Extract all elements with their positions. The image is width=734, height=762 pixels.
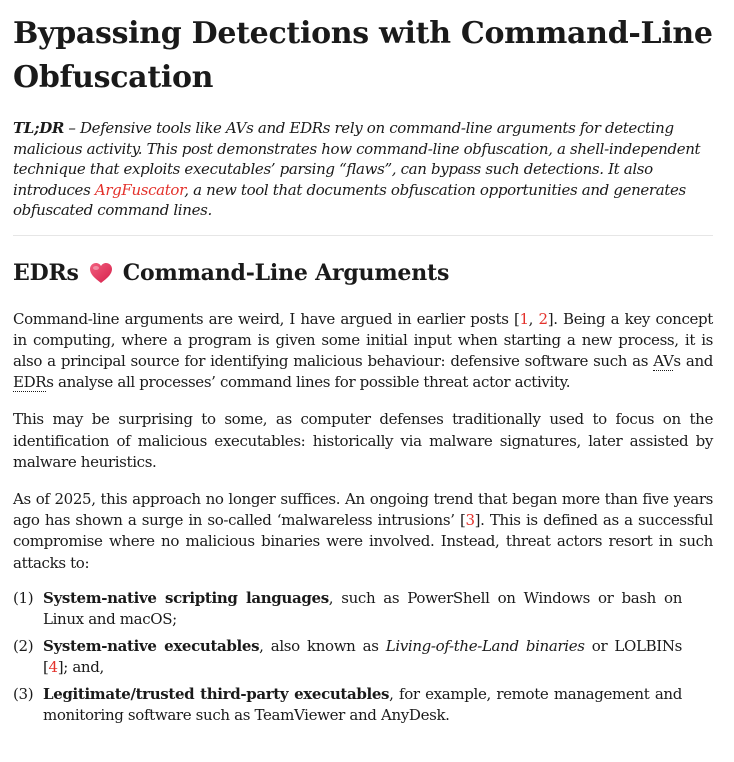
paragraph-3 bbox=[13, 489, 713, 574]
section-heading-right: Command-Line Arguments bbox=[122, 259, 450, 286]
list-item-text: or LOLBINs [ bbox=[43, 636, 682, 676]
list-item-title: Legitimate/trusted third-party executables bbox=[43, 684, 390, 703]
tldr-summary bbox=[13, 118, 713, 221]
abbr-edr: EDR bbox=[13, 373, 47, 392]
tldr-dash: – bbox=[63, 119, 80, 137]
list-item-title: System-native executables bbox=[43, 636, 260, 655]
paragraph-text: , bbox=[528, 309, 539, 328]
reference-link-2[interactable]: 2 bbox=[538, 309, 548, 328]
list-item-text: , such as PowerShell on Windows or bash on Linux and macOS; bbox=[43, 588, 682, 628]
paragraph-text: s analyse all processes’ command lines for possible threat actor activity. bbox=[46, 373, 571, 392]
list-item-body bbox=[43, 684, 713, 726]
tldr-text-end: , a new tool that documents obfuscation opportunities and generates obfuscated command lines. bbox=[13, 180, 686, 219]
section-heading-left: EDRs bbox=[13, 259, 79, 286]
paragraph-text: ]. Being a key concept in computing, where a program is given some initial input when starting a new process, it is also a principal source for identifying malicious behaviour: defensive software such as bbox=[13, 309, 713, 370]
list-item-body bbox=[43, 588, 713, 630]
paragraph-text: ]. This is defined as a successful compromise where no malicious binaries were involved. Instead, threat actors resort in such attacks to: bbox=[13, 511, 713, 572]
list-item-title: System-native scripting languages bbox=[43, 588, 329, 607]
paragraph-1 bbox=[13, 309, 713, 394]
tldr-text: Defensive tools like AVs and EDRs rely on command-line arguments for detecting malicious activity. This post demonstrates how command-line obfuscation, a shell-independent technique that exploits executables’ parsing “flaws”, can bypass such detections. It also introduces bbox=[13, 119, 701, 199]
paragraph-text: s and bbox=[673, 351, 714, 370]
list-item-text: , also known as bbox=[259, 636, 386, 655]
list-item-body bbox=[43, 636, 713, 678]
reference-link-4[interactable]: 4 bbox=[48, 657, 58, 676]
list-item-text: , for example, remote management and monitoring software such as TeamViewer and AnyDesk. bbox=[43, 684, 682, 724]
list-number: (2) bbox=[13, 636, 34, 655]
heart-icon bbox=[89, 262, 113, 284]
tldr-label: TL;DR bbox=[13, 119, 64, 137]
list-item bbox=[13, 684, 713, 726]
technique-list bbox=[13, 588, 713, 726]
reference-link-3[interactable]: 3 bbox=[465, 511, 475, 530]
list-item bbox=[13, 636, 713, 678]
page-title: Bypassing Detections with Command-Line Obfuscation bbox=[13, 16, 713, 95]
paragraph-text: As of 2025, this approach no longer suffices. An ongoing trend that began more than five years ago has shown a surge in so-called ‘malwareless intrusions’ [ bbox=[13, 489, 713, 530]
list-item-text: ]; and, bbox=[57, 657, 104, 676]
divider bbox=[13, 235, 713, 236]
section-heading bbox=[13, 258, 713, 288]
paragraph-2: This may be surprising to some, as computer defenses traditionally used to focus on the identification of malicious executables: historically via malware signatures, later assisted by malware heuristics. bbox=[13, 410, 713, 471]
paragraph-text: Command-line arguments are weird, I have argued in earlier posts [ bbox=[13, 309, 520, 328]
abbr-av: AV bbox=[653, 351, 674, 370]
list-item bbox=[13, 588, 713, 630]
argfuscator-link[interactable]: ArgFuscator bbox=[94, 180, 185, 199]
list-number: (1) bbox=[13, 588, 34, 607]
reference-link-1[interactable]: 1 bbox=[519, 309, 529, 328]
list-item-italic: Living-of-the-Land binaries bbox=[385, 636, 585, 655]
list-number: (3) bbox=[13, 684, 34, 703]
